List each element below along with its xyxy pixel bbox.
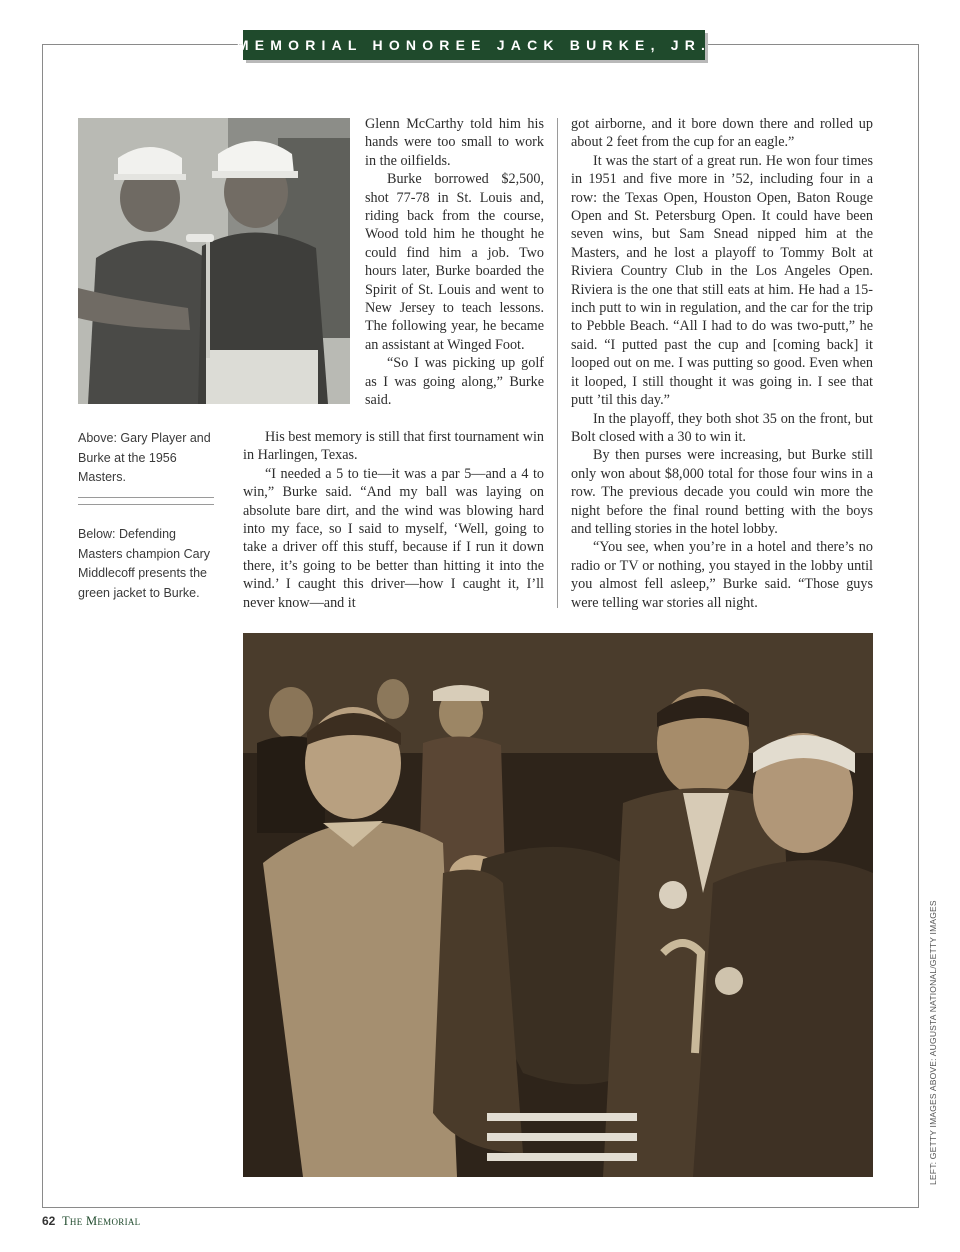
paragraph: In the playoff, they both shot 35 on the front, but Bolt closed with a 30 to win it. <box>571 410 873 445</box>
paragraph: Glenn McCarthy told him his hands were too small to work in the oilfields. <box>365 116 544 169</box>
paragraph: By then purses were increasing, but Burke still only won about $8,000 total for those four wins in a row. The previous decade you could win more the night before the final round betting with the boys and telling stories in the hotel lobby. <box>571 447 873 537</box>
paragraph: It was the start of a great run. He won four times in 1951 and five more in ’52, including four in a row: the Texas Open, Houston Open, Baton Rouge Open and St. Petersburg Open. It could have been seven wins, but Sam Snead nipped him at the Masters, and he lost a playoff to Tommy Bolt at Riviera Country Club in the Los Angeles Open. Riviera is the one that still eats at him. He had a 15-inch putt to win in regulation, and the car for the trip to Pebble Beach. “All I had to do was two-putt,” he said. “I putted past the cup and [coming back] it looped out on me. I was putting so good. Even when it looped, I still thought it was going in. I see that putt ’til this day.” <box>571 152 873 409</box>
paragraph: got airborne, and it bore down there and rolled up about 2 feet from the cup for an eagle.” <box>571 116 873 151</box>
green-jacket-presentation-photo <box>243 633 873 1177</box>
photo-credit: LEFT: GETTY IMAGES ABOVE: AUGUSTA NATIONAL/GETTY IMAGES <box>928 900 938 1185</box>
photo-illustration-top <box>78 118 350 404</box>
section-banner <box>236 30 712 60</box>
page-frame-bottom <box>42 1207 919 1208</box>
publication-name: The Memorial <box>62 1214 141 1228</box>
column-divider <box>557 118 558 608</box>
caption-above: Above: Gary Player and Burke at the 1956 Masters. <box>78 431 211 484</box>
paragraph: “So I was picking up golf as I was going along,” Burke said. <box>365 355 544 409</box>
page-frame-right <box>918 44 919 1207</box>
photo-illustration-bottom <box>243 633 873 1177</box>
page-frame-top-left <box>42 44 242 45</box>
paragraph: Burke borrowed $2,500, shot 77-78 in St. Louis and, riding back from the course, Wood told him he thought he could find him a job. Two hours later, Burke boarded the Spirit of St. Louis and went to New Jersey to teach lessons. The following year, he became an assistant at Winged Foot. <box>365 171 544 353</box>
page-frame-left <box>42 44 43 1207</box>
page-frame-top-right <box>707 44 919 45</box>
paragraph: “I needed a 5 to tie—it was a par 5—and a 4 to win,” Burke said. “And my ball was laying on absolute bare dirt, and the wind was blowing hard into my face, so I said to myself, ‘Well, going to take a driver off this stuff, because if I run it down there, it’s going to be better than hitting it into the wind.’ I caught this driver—how I caught it, I’ll never know—and it <box>243 465 544 611</box>
caption-divider <box>78 504 214 505</box>
caption-below: Below: Defending Masters champion Cary Middlecoff presents the green jacket to Burke. <box>78 527 210 600</box>
body-column-b <box>243 428 544 612</box>
caption-divider <box>78 497 214 498</box>
paragraph: His best memory is still that first tournament win in Harlingen, Texas. <box>243 429 544 464</box>
banner-title: MEMORIAL HONOREE JACK BURKE, JR. <box>236 37 712 53</box>
paragraph: “You see, when you’re in a hotel and there’s no radio or TV or nothing, you stayed in the lobby until you almost fell asleep,” Burke said. “Those guys were telling war stories all night. <box>571 539 873 611</box>
gary-player-and-burke-photo <box>78 118 350 404</box>
page-number: 62 <box>42 1214 56 1228</box>
body-column-a <box>365 115 544 410</box>
body-column-c <box>571 115 873 612</box>
